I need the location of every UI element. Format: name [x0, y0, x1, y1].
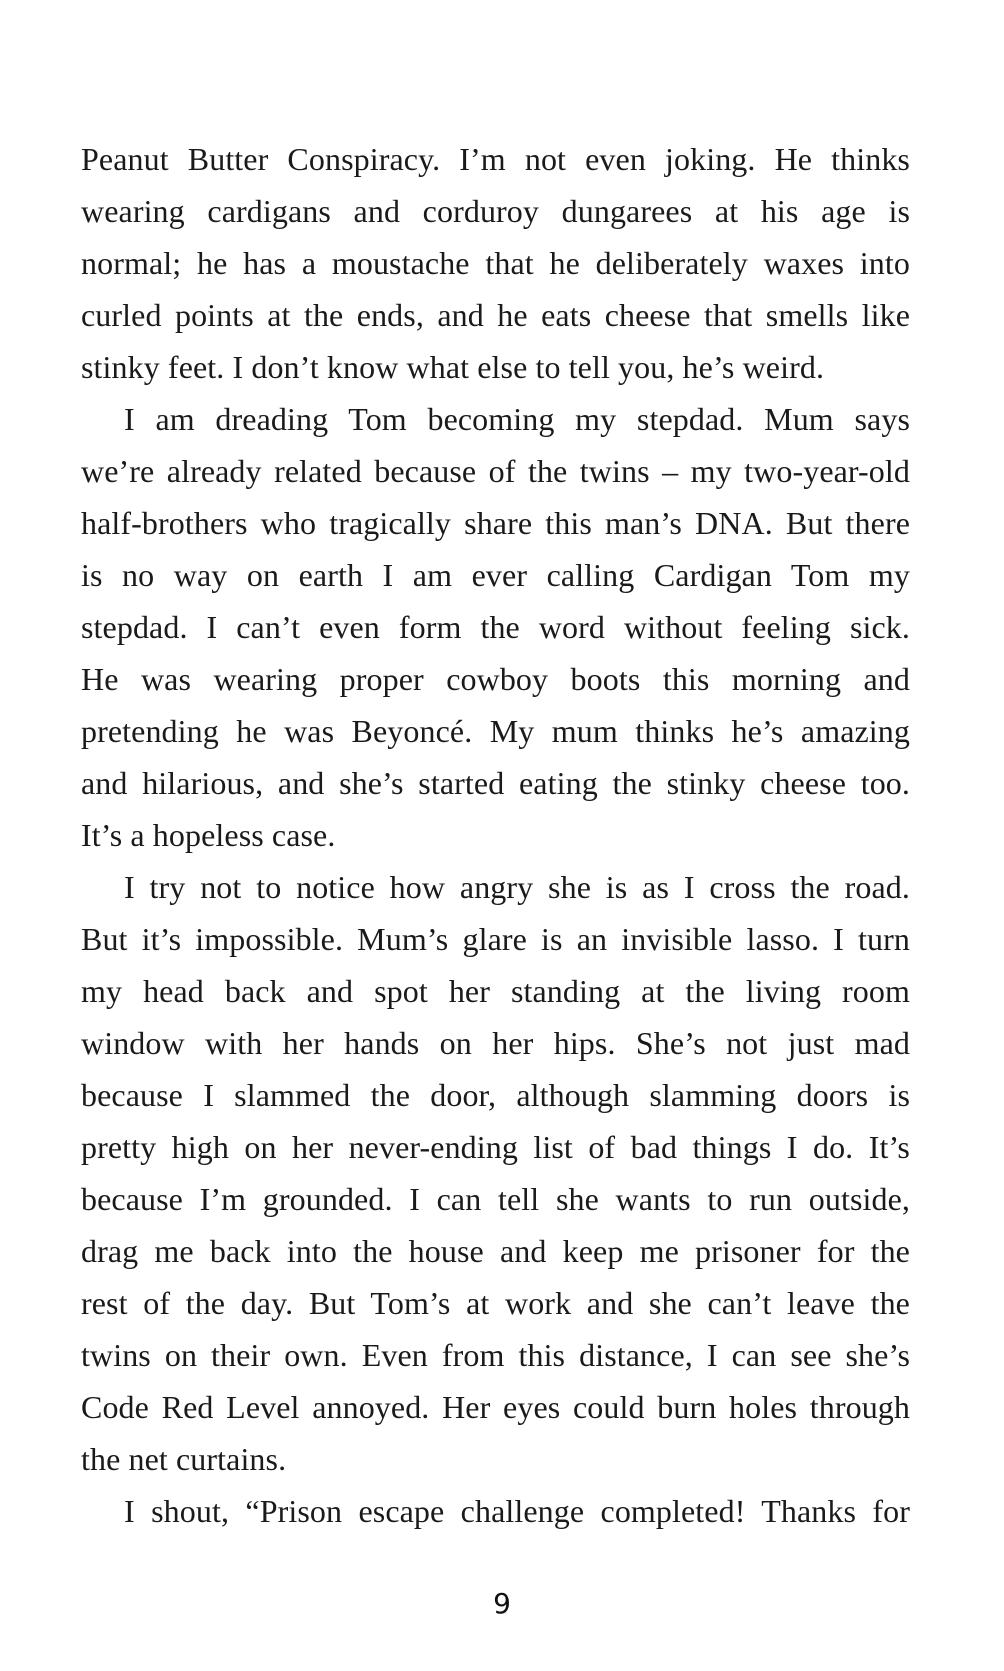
text-line: window with her hands on her hips. She’s not just mad: [81, 1025, 910, 1061]
body-text: [81, 133, 910, 1537]
text-line: stepdad. I can’t even form the word without feeling sick.: [81, 609, 910, 645]
page-number: 9: [493, 1587, 511, 1620]
text-line: the net curtains.: [81, 1441, 287, 1477]
text-line: and hilarious, and she’s started eating the stinky cheese too.: [81, 765, 910, 801]
text-line: half-brothers who tragically share this man’s DNA. But there: [81, 505, 910, 541]
text-line: It’s a hopeless case.: [81, 817, 336, 853]
text-line: Code Red Level annoyed. Her eyes could burn holes through: [81, 1389, 910, 1425]
text-line: curled points at the ends, and he eats cheese that smells like: [81, 297, 910, 333]
text-line: because I slammed the door, although slamming doors is: [81, 1077, 910, 1113]
text-line-paragraph-start: I am dreading Tom becoming my stepdad. Mum says: [124, 401, 910, 437]
text-line: drag me back into the house and keep me prisoner for the: [81, 1233, 910, 1269]
text-line: He was wearing proper cowboy boots this morning and: [81, 661, 910, 697]
text-line: stinky feet. I don’t know what else to tell you, he’s weird.: [81, 349, 825, 385]
text-line: because I’m grounded. I can tell she wants to run outside,: [81, 1181, 910, 1217]
text-line: Peanut Butter Conspiracy. I’m not even joking. He thinks: [81, 141, 910, 177]
text-line-paragraph-start: I try not to notice how angry she is as I cross the road.: [124, 869, 910, 905]
text-line: pretty high on her never-ending list of bad things I do. It’s: [81, 1129, 910, 1165]
text-line: pretending he was Beyoncé. My mum thinks he’s amazing: [81, 713, 910, 749]
text-line-paragraph-start: I shout, “Prison escape challenge completed! Thanks for: [124, 1493, 910, 1529]
text-line: we’re already related because of the twins – my two-year-old: [81, 453, 910, 489]
text-line: rest of the day. But Tom’s at work and she can’t leave the: [81, 1285, 910, 1321]
text-line: my head back and spot her standing at the living room: [81, 973, 910, 1009]
text-line: normal; he has a moustache that he deliberately waxes into: [81, 245, 910, 281]
text-line: twins on their own. Even from this distance, I can see she’s: [81, 1337, 910, 1373]
text-line: is no way on earth I am ever calling Cardigan Tom my: [81, 557, 910, 593]
text-line: wearing cardigans and corduroy dungarees at his age is: [81, 193, 910, 229]
text-line: But it’s impossible. Mum’s glare is an invisible lasso. I turn: [81, 921, 910, 957]
